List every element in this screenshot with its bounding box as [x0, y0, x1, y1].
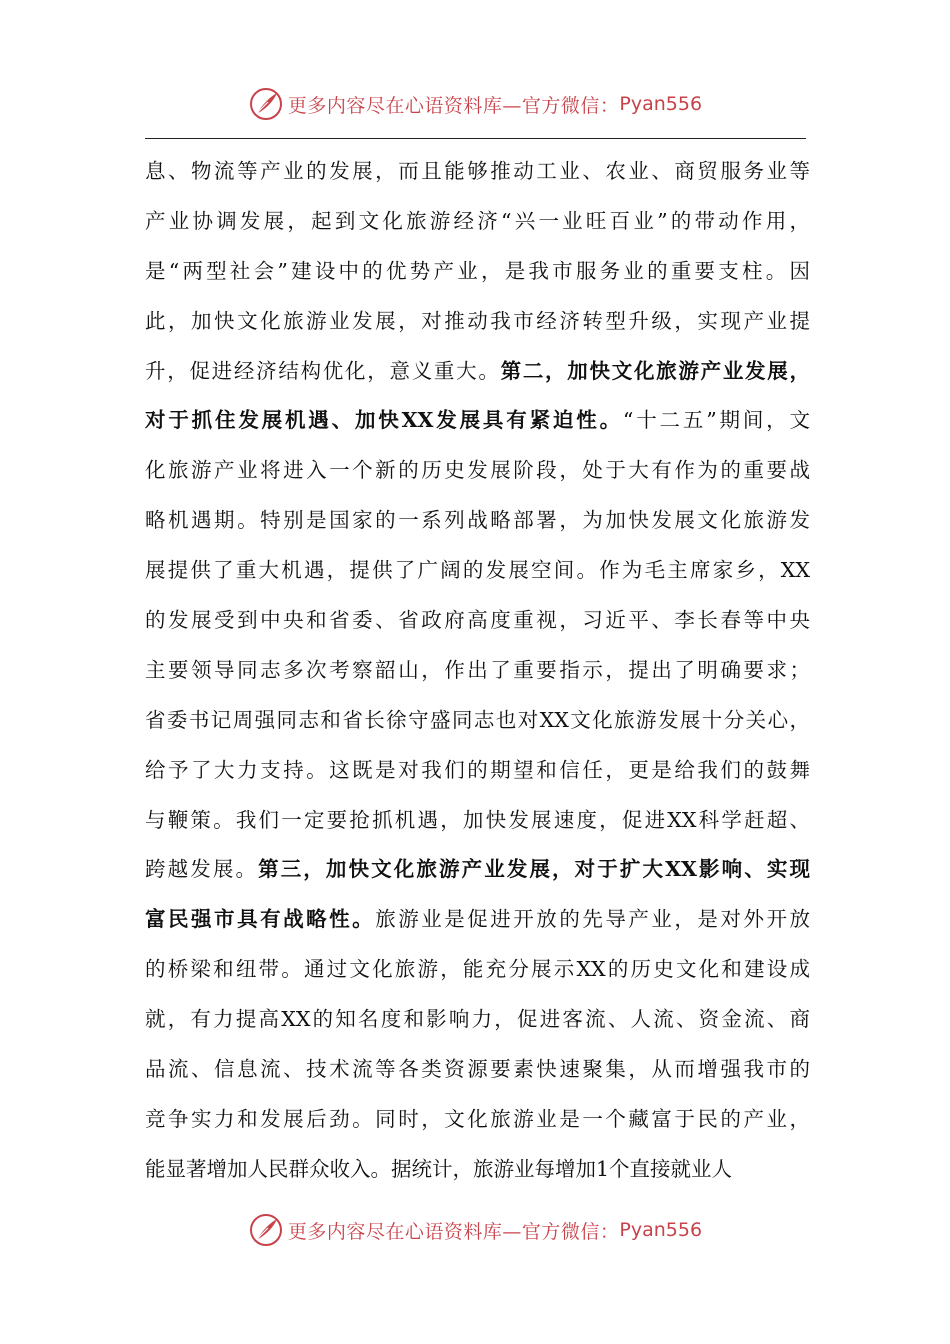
footer-wechat-id: Pyan556: [619, 1219, 703, 1241]
footer-banner-text: 更多内容尽在心语资料库—官方微信：: [287, 1220, 620, 1243]
text-line: [145, 347, 810, 397]
text-line: 品流、信息流、技术流等各类资源要素快速聚集，从而增强我市的: [145, 1057, 810, 1082]
text-line: [145, 895, 810, 945]
text-line: 能显著增加人民群众收入。据统计，旅游业每增加1个直接就业人: [145, 1156, 733, 1181]
text-run: 跨越发展。: [145, 857, 259, 882]
bold-heading-run: 对于抓住发展机遇、加快XX发展具有紧迫性。: [145, 408, 623, 433]
text-line: 此，加快文化旅游业发展，对推动我市经济转型升级，实现产业提: [145, 308, 810, 333]
text-line: 与鞭策。我们一定要抢抓机遇，加快发展速度，促进XX科学赶超、: [145, 807, 810, 832]
text-line: [145, 396, 810, 446]
bold-heading-run: 第三，加快文化旅游产业发展，对于扩大XX影响、实现: [258, 857, 811, 882]
quill-logo-icon: [248, 86, 284, 122]
header-divider: [145, 138, 806, 139]
bold-heading-run: 富民强市具有战略性。: [145, 907, 376, 932]
header-wechat-id: Pyan556: [619, 93, 703, 115]
header-banner-text: 更多内容尽在心语资料库—官方微信：: [287, 94, 620, 117]
footer-banner: [0, 1210, 950, 1250]
bold-heading-run: 第二，加快文化旅游产业发展，: [500, 358, 811, 383]
text-run: “十二五”期间，文: [622, 408, 811, 433]
text-line: 给予了大力支持。这既是对我们的期望和信任，更是给我们的鼓舞: [145, 757, 810, 782]
text-line: 的桥梁和纽带。通过文化旅游，能充分展示XX的历史文化和建设成: [145, 957, 810, 982]
document-body: [145, 147, 810, 1195]
text-line: 略机遇期。特别是国家的一系列战略部署，为加快发展文化旅游发: [145, 508, 810, 533]
text-line: 主要领导同志多次考察韶山，作出了重要指示，提出了明确要求；: [145, 657, 810, 682]
text-line: 的发展受到中央和省委、省政府高度重视，习近平、李长春等中央: [145, 608, 810, 633]
quill-logo-icon: [248, 1212, 284, 1248]
text-line: 化旅游产业将进入一个新的历史发展阶段，处于大有作为的重要战: [145, 458, 810, 483]
text-line: 省委书记周强同志和省长徐守盛同志也对XX文化旅游发展十分关心，: [145, 707, 810, 732]
header-banner: [0, 84, 950, 124]
text-line: 竞争实力和发展后劲。同时，文化旅游业是一个藏富于民的产业，: [145, 1106, 810, 1131]
text-run: 升，促进经济结构优化，意义重大。: [145, 358, 501, 383]
text-line: 产业协调发展，起到文化旅游经济“兴一业旺百业”的带动作用，: [145, 208, 810, 233]
text-line: 息、物流等产业的发展，而且能够推动工业、农业、商贸服务业等: [145, 159, 810, 183]
text-line: 是“两型社会”建设中的优势产业，是我市服务业的重要支柱。因: [145, 258, 810, 283]
text-run: 旅游业是促进开放的先导产业，是对外开放: [375, 907, 811, 932]
text-line: 就，有力提高XX的知名度和影响力，促进客流、人流、资金流、商: [145, 1007, 810, 1032]
text-line: 展提供了重大机遇，提供了广阔的发展空间。作为毛主席家乡，XX: [145, 558, 810, 583]
text-line: [145, 845, 810, 895]
